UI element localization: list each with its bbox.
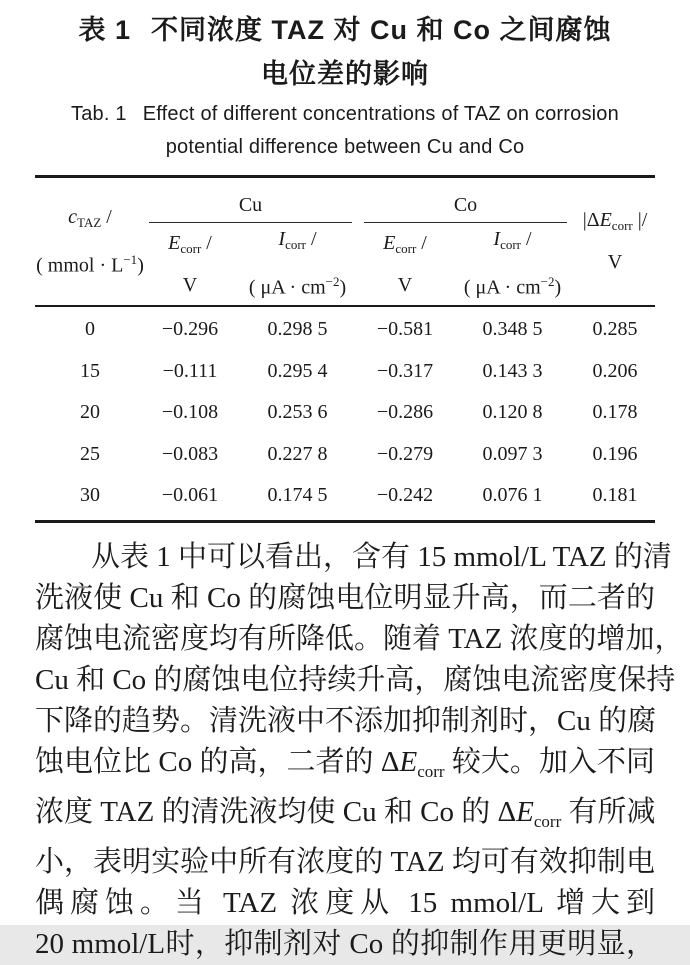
table-cell: 0.298 5 <box>267 318 328 341</box>
paragraph-line: 蚀电位比 Co 的高，二者的 $\Delta E_{corr}$ 较大。加入不同 <box>35 745 655 781</box>
paragraph-line: 20 mmol/L时，抑制剂对 Co 的抑制作用更明显， <box>35 927 655 960</box>
table-cell: 0.253 6 <box>267 401 328 424</box>
table-header <box>35 175 655 307</box>
table-cell: 0.227 8 <box>267 442 328 465</box>
table-caption-zh-line2 <box>0 58 690 90</box>
table-cell: −0.296 <box>161 318 219 341</box>
col-group-cu: Cu <box>149 194 352 223</box>
body-paragraph <box>35 537 684 965</box>
col-header-cu-icorr: $I_{corr}$ / ( $\mu A \cdot cm^{-2}$) <box>248 228 347 299</box>
data-table <box>35 175 655 523</box>
paragraph-line: 偶腐蚀。当 TAZ 浓度从 15 mmol/L 增大到 <box>35 886 655 919</box>
table-cell: 0.285 <box>592 318 638 341</box>
table-cell: 25 <box>80 442 100 465</box>
conc-unit: ( mmol · L <box>36 254 124 277</box>
col-header-delta-e: $|\Delta E_{corr}$ |/ V <box>582 209 648 273</box>
table-cell: 0.120 8 <box>482 401 543 424</box>
table-caption-zh <box>0 14 690 46</box>
table-cell: 0.097 3 <box>482 442 543 465</box>
paragraph-line: 从表 1 中可以看出，含有 15 mmol/L TAZ 的清 <box>91 540 672 573</box>
table-number-en: Tab. 1 <box>71 103 127 125</box>
col-header-concentration: $c_{TAZ}$ / ( mmol · $L^{-1}$) <box>36 205 144 277</box>
paragraph-line: 浓度 TAZ 的清洗液均使 Cu 和 Co 的 $\Delta E_{corr}$ 有所减 <box>35 795 656 831</box>
table-cell: −0.317 <box>376 359 434 382</box>
table-cell: −0.108 <box>161 401 219 424</box>
paragraph-line: 下降的趋势。清洗液中不添加抑制剂时，Cu 的腐 <box>35 704 657 737</box>
table-title-en-line2: potential difference between Cu and Co <box>165 136 525 158</box>
table-cell: 0.178 <box>592 401 638 424</box>
paragraph-line: Cu 和 Co 的腐蚀电位持续升高，腐蚀电流密度保持 <box>35 663 676 696</box>
conc-symbol: c <box>68 205 78 228</box>
table-title-en-line1: Effect of different concentrations of TAZ on corrosion <box>142 103 619 125</box>
table-cell: 15 <box>80 359 100 382</box>
table-row <box>35 434 655 476</box>
col-header-co-ecorr: $E_{corr}$ / V <box>383 231 427 296</box>
table-row <box>35 309 655 351</box>
caption-block <box>0 0 690 160</box>
table-cell: 0.076 1 <box>482 484 543 507</box>
table-row <box>35 351 655 393</box>
conc-subscript: TAZ <box>77 214 102 230</box>
table-body <box>35 307 655 523</box>
col-header-co-icorr: $I_{corr}$ / ( $\mu A \cdot cm^{-2}$) <box>463 228 562 299</box>
table-cell: 0.196 <box>592 442 638 465</box>
table-cell: 0.206 <box>592 359 638 382</box>
table-cell: 30 <box>80 484 100 507</box>
paragraph-line: 小，表明实验中所有浓度的 TAZ 均可有效抑制电 <box>35 845 655 878</box>
table-cell: 0.181 <box>592 484 638 507</box>
col-group-co: Co <box>364 194 567 223</box>
table-cell: −0.286 <box>376 401 434 424</box>
table-cell: −0.242 <box>376 484 434 507</box>
table-row <box>35 392 655 434</box>
table-cell: 0.348 5 <box>482 318 543 341</box>
table-cell: −0.111 <box>162 359 218 382</box>
paragraph-line: 腐蚀电流密度均有所降低。随着 TAZ 浓度的增加， <box>35 622 684 655</box>
table-cell: −0.279 <box>376 442 434 465</box>
table-row <box>35 475 655 517</box>
table-cell: 0.143 3 <box>482 359 543 382</box>
table-cell: 0.174 5 <box>267 484 328 507</box>
col-header-cu-ecorr: $E_{corr}$ / V <box>168 231 212 296</box>
table-caption-en <box>0 102 690 127</box>
table-cell: −0.083 <box>161 442 219 465</box>
table-cell: 0 <box>85 318 95 341</box>
paragraph-line: 洗液使 Cu 和 Co 的腐蚀电位明显升高，而二者的 <box>35 581 655 614</box>
table-cell: 0.295 4 <box>267 359 328 382</box>
table-number-zh: 表 1 <box>78 15 132 45</box>
table-caption-en-line2 <box>0 135 690 160</box>
table-title-zh-line2: 电位差的影响 <box>261 59 429 89</box>
table-cell: 20 <box>80 401 100 424</box>
table-title-zh-line1: 不同浓度 TAZ 对 Cu 和 Co 之间腐蚀 <box>151 15 612 45</box>
table-cell: −0.061 <box>161 484 219 507</box>
table-cell: −0.581 <box>376 318 434 341</box>
